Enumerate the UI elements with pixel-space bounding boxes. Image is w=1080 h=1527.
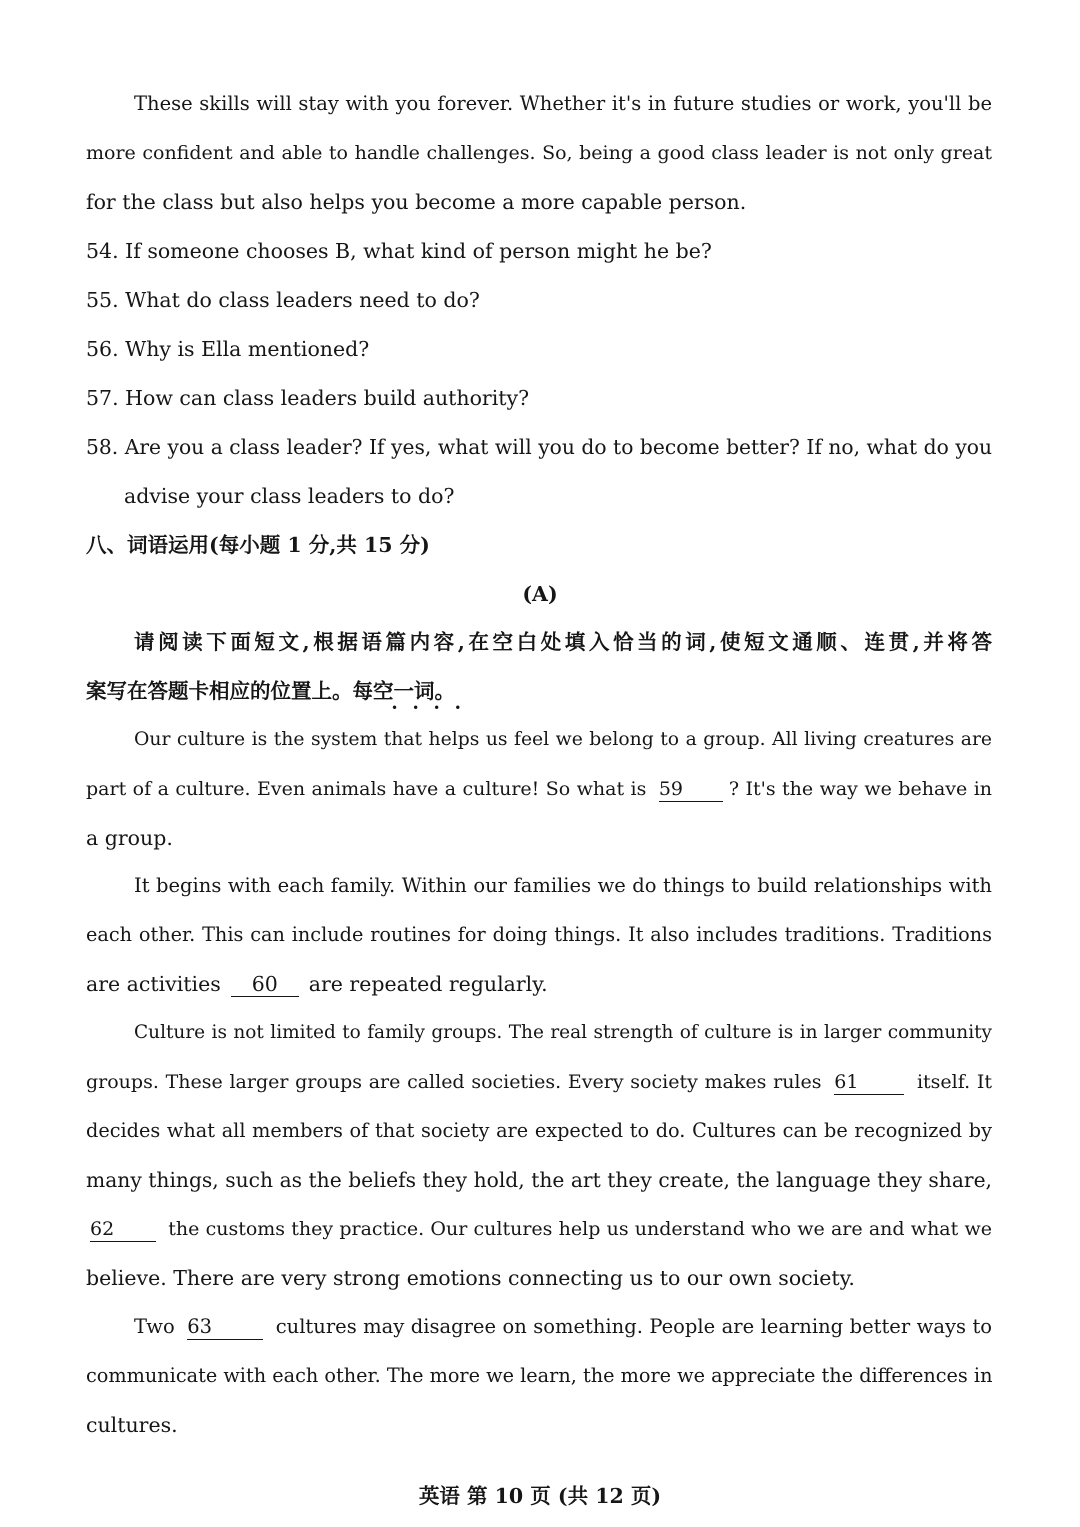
passage-line: [86, 1214, 992, 1244]
passage-line: communicate with each other. The more we learn, the more we appreciate the differences in: [86, 1364, 993, 1387]
passage-text: part of a culture. Even animals have a culture! So what is: [86, 778, 647, 800]
passage-line: cultures.: [86, 1413, 178, 1437]
question-54: 54. If someone chooses B, what kind of person might he be?: [86, 239, 712, 263]
passage-text: Two: [134, 1315, 175, 1338]
passage-text: cultures may disagree on something. People are learning better ways to: [275, 1315, 993, 1338]
emphasis-dots: ••••: [391, 701, 476, 715]
page-footer: 英语 第 10 页 (共 12 页): [418, 1484, 662, 1508]
passage-line: These skills will stay with you forever. Whether it's in future studies or work, you'll be: [134, 92, 992, 115]
passage-line: It begins with each family. Within our families we do things to build relationships with: [134, 874, 992, 897]
blank-62: 62: [90, 1217, 156, 1242]
passage-line: Our culture is the system that helps us feel we belong to a group. All living creatures are: [134, 729, 992, 750]
passage-line: many things, such as the beliefs they hold, the art they create, the language they share,: [86, 1168, 992, 1192]
passage-line: Culture is not limited to family groups. The real strength of culture is in larger community: [134, 1022, 992, 1043]
passage-line: decides what all members of that society are expected to do. Cultures can be recognized by: [86, 1119, 992, 1142]
passage-line: [86, 774, 992, 804]
blank-60: 60: [231, 972, 299, 997]
instruction-line: 案写在答题卡相应的位置上。每空一词。: [86, 679, 455, 703]
question-56: 56. Why is Ella mentioned?: [86, 337, 370, 361]
question-58: 58. Are you a class leader? If yes, what will you do to become better? If no, what do you: [86, 435, 992, 459]
part-label: (A): [522, 582, 558, 606]
passage-line: for the class but also helps you become a more capable person.: [86, 190, 747, 214]
question-55: 55. What do class leaders need to do?: [86, 288, 480, 312]
passage-line: [86, 969, 992, 999]
passage-line: each other. This can include routines for doing things. It also includes traditions. Traditions: [86, 923, 992, 946]
passage-text: groups. These larger groups are called societies. Every society makes rules: [86, 1071, 822, 1093]
question-57: 57. How can class leaders build authority?: [86, 386, 530, 410]
blank-59: 59: [659, 777, 723, 802]
passage-text: itself. It: [916, 1071, 992, 1093]
passage-text: are repeated regularly.: [308, 972, 548, 996]
passage-line: [86, 1067, 992, 1097]
passage-text: ? It's the way we behave in: [728, 778, 993, 800]
section-heading: 八、词语运用(每小题 1 分,共 15 分): [86, 533, 430, 557]
passage-text: are activities: [86, 972, 221, 996]
passage-line: believe. There are very strong emotions connecting us to our own society.: [86, 1266, 855, 1290]
blank-63: 63: [187, 1315, 263, 1340]
passage-line: [134, 1312, 992, 1342]
question-58-continued: advise your class leaders to do?: [124, 484, 455, 508]
passage-line: more confident and able to handle challenges. So, being a good class leader is not only great: [86, 142, 992, 164]
passage-text: the customs they practice. Our cultures help us understand who we are and what we: [168, 1218, 992, 1240]
instruction-line: 请阅读下面短文,根据语篇内容,在空白处填入恰当的词,使短文通顺、连贯,并将答: [134, 630, 992, 654]
passage-line: a group.: [86, 826, 173, 850]
blank-61: 61: [834, 1070, 904, 1095]
